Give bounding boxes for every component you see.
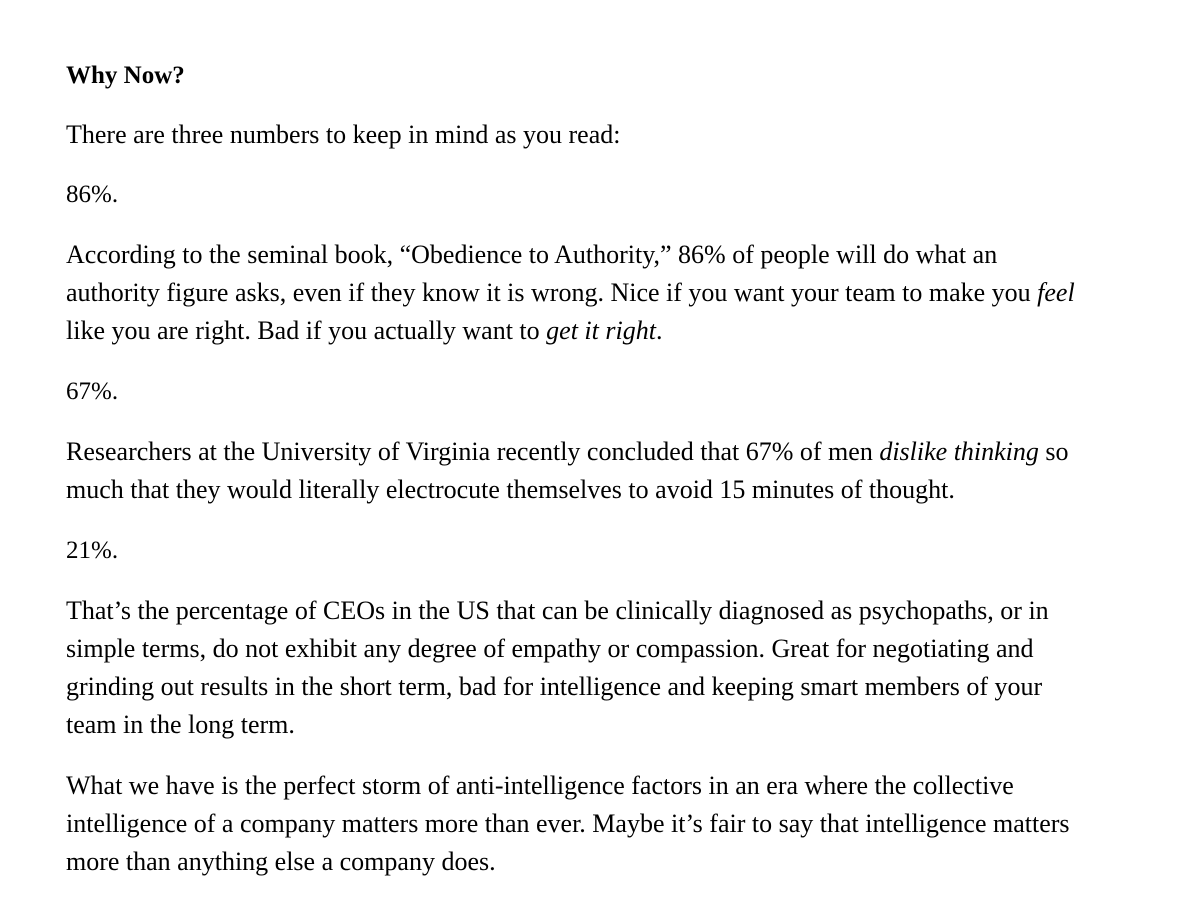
stat-number-86: 86%. xyxy=(66,181,119,208)
stat-number-67: 67%. xyxy=(66,378,119,405)
stat-number-21: 21%. xyxy=(66,537,119,564)
text-run: . xyxy=(655,316,663,345)
paragraph-line: intelligence of a company matters more than ever. Maybe it’s fair to say that intelligence matters xyxy=(66,809,1070,838)
paragraph-line: team in the long term. xyxy=(66,710,295,739)
text-run: Researchers at the University of Virginia recently concluded that 67% of men xyxy=(66,437,880,466)
text-run: like you are right. Bad if you actually want to xyxy=(66,316,547,345)
paragraph-line xyxy=(66,312,662,350)
intro-paragraph: There are three numbers to keep in mind as you read: xyxy=(66,120,621,149)
paragraph-line: That’s the percentage of CEOs in the US that can be clinically diagnosed as psychopaths, or in xyxy=(66,596,1049,625)
paragraph-line: simple terms, do not exhibit any degree of empathy or compassion. Great for negotiating and xyxy=(66,634,1034,663)
paragraph-line: much that they would literally electrocute themselves to avoid 15 minutes of thought. xyxy=(66,475,955,504)
paragraph-line: more than anything else a company does. xyxy=(66,847,496,876)
paragraph-line: What we have is the perfect storm of anti-intelligence factors in an era where the collective xyxy=(66,771,1014,800)
emphasis-text: dislike thinking xyxy=(879,437,1039,466)
paragraph-line xyxy=(66,433,1069,471)
text-run: so xyxy=(1038,437,1069,466)
paragraph-line: grinding out results in the short term, bad for intelligence and keeping smart members of your xyxy=(66,672,1043,701)
section-heading: Why Now? xyxy=(66,62,185,89)
emphasis-text: feel xyxy=(1037,278,1075,307)
text-run: authority figure asks, even if they know it is wrong. Nice if you want your team to make you xyxy=(66,278,1038,307)
paragraph-line xyxy=(66,274,1075,312)
paragraph-line: According to the seminal book, “Obedience to Authority,” 86% of people will do what an xyxy=(66,240,998,269)
emphasis-text: get it right xyxy=(546,316,656,345)
